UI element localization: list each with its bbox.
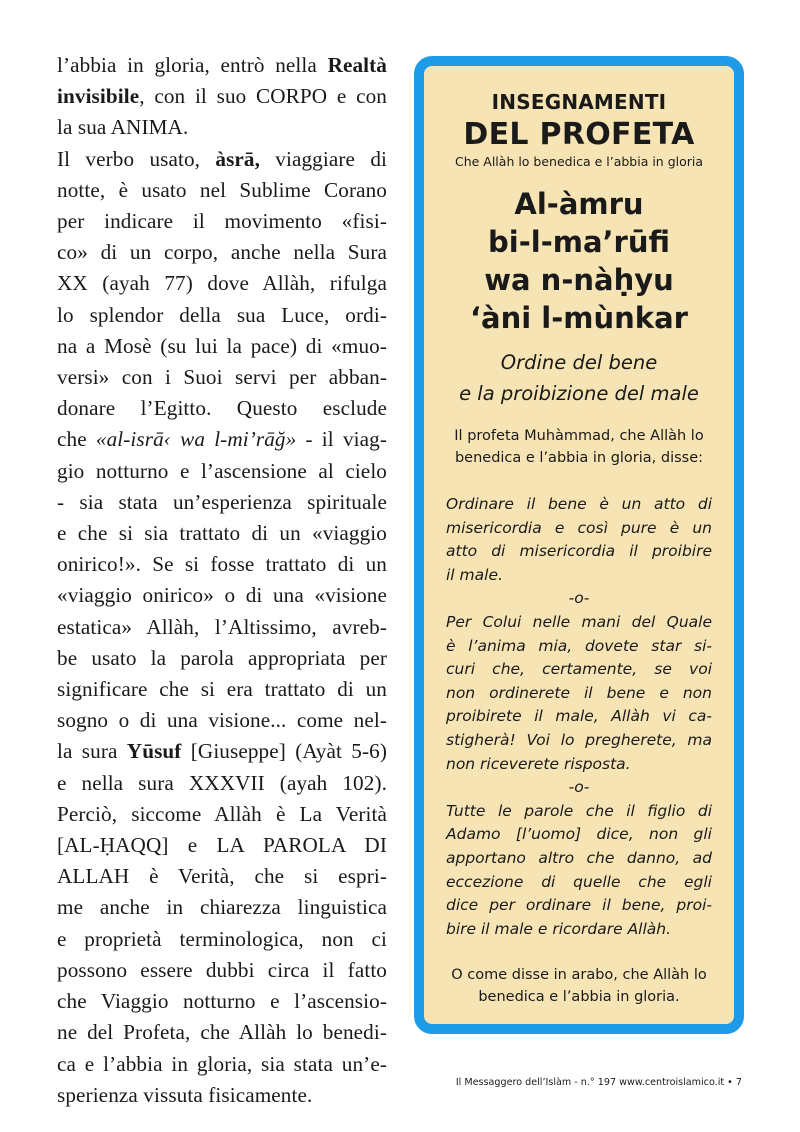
quote-line: Tutte le parole che il figlio di bbox=[446, 801, 712, 820]
outro-line: O come disse in arabo, che Allàh lo bbox=[451, 967, 707, 984]
text-line: significare che si era trattato di un bbox=[57, 677, 387, 702]
hadith-intro bbox=[446, 425, 712, 469]
text-line: donare l’Egitto. Questo esclude bbox=[57, 396, 387, 421]
text-line: versi» con i Suoi servi per abban- bbox=[57, 365, 387, 390]
quote-line: il male. bbox=[446, 565, 503, 584]
arabic-title-line: ‘àni l-mùnkar bbox=[470, 301, 688, 335]
intro-line: benedica e l’abbia in gloria, disse: bbox=[454, 450, 704, 466]
teachings-content bbox=[446, 66, 712, 1008]
text-line: XX (ayah 77) dove Allàh, rifulga bbox=[57, 271, 387, 296]
box-header-line2: DEL PROFETA bbox=[463, 117, 695, 152]
box-header-line1: INSEGNAMENTI bbox=[491, 90, 667, 114]
quote-line: curi che, certamente, se voi bbox=[446, 660, 712, 679]
text-line: e proprietà terminologica, non ci bbox=[57, 926, 387, 951]
quote-line: apportano altro che danno, ad bbox=[446, 848, 712, 867]
text-line: per indicare il movimento «fisi- bbox=[57, 209, 387, 234]
text-line: onirico!». Se si fosse trattato di un bbox=[57, 552, 387, 577]
box-blessing-subtitle: Che Allàh lo benedica e l’abbia in gloria bbox=[454, 154, 704, 169]
title-translation bbox=[446, 347, 712, 409]
quote-line: eccezione di quelle che egli bbox=[446, 872, 712, 891]
arabic-title-line: Al-àmru bbox=[514, 187, 644, 221]
arabic-title bbox=[446, 185, 712, 337]
quote-line: Ordinare il bene è un atto di bbox=[446, 495, 712, 513]
arabic-title-line: bi-l-ma’rūfi bbox=[488, 225, 670, 259]
translation-line: Ordine del bene bbox=[500, 351, 658, 374]
text-line: Perciò, siccome Allàh è La Verità bbox=[57, 801, 387, 826]
page-footer: Il Messaggero dell’Islàm - n.° 197 www.centroislamico.it • 7 bbox=[455, 1077, 742, 1088]
text-line: la sua ANIMA. bbox=[57, 115, 189, 140]
text-line: me anche in chiarezza linguistica bbox=[57, 895, 387, 920]
translation-line: e la proibizione del male bbox=[459, 382, 699, 405]
text-line: na a Mosè (su lui la pace) di «muo- bbox=[57, 333, 387, 358]
text-line: e nella sura XXXVII (ayah 102). bbox=[57, 770, 387, 795]
teachings-sidebar-box bbox=[414, 56, 744, 1034]
text-line: be usato la parola appropriata per bbox=[57, 645, 387, 670]
text-line: co» di un corpo, anche nella Sura bbox=[57, 240, 387, 265]
quote-separator: -o- bbox=[568, 589, 590, 608]
text-line: ALLAH è Verità, che si espri- bbox=[57, 864, 387, 889]
arabic-title-line: wa n-nàḥyu bbox=[484, 263, 674, 297]
text-line: [AL-ḤAQQ] e LA PAROLA DI bbox=[57, 833, 387, 858]
quote-line: non riceverete risposta. bbox=[446, 754, 631, 773]
text-line: e che si sia trattato di un «viaggio bbox=[57, 521, 387, 546]
quote-line: proibirete il male, Allàh vi ca- bbox=[446, 707, 712, 726]
quote-line: è l’anima mia, dovete star si- bbox=[446, 636, 712, 655]
text-line: Il verbo usato, àsrā, viaggiare di bbox=[57, 146, 387, 171]
text-line: la sura Yūsuf [Giuseppe] (Ayàt 5-6) bbox=[57, 739, 387, 764]
quote-line: dice per ordinare il bene, proi- bbox=[446, 896, 712, 915]
outro-line: benedica e l’abbia in gloria. bbox=[478, 989, 680, 1006]
hadith-quotes bbox=[446, 493, 712, 941]
intro-line: Il profeta Muhàmmad, che Allàh lo bbox=[454, 428, 704, 444]
text-line: - sia stata un’esperienza spirituale bbox=[57, 489, 387, 514]
quote-line: Per Colui nelle mani del Quale bbox=[446, 612, 712, 631]
hadith-outro bbox=[446, 964, 712, 1008]
quote-line: stigherà! Voi lo pregherete, ma bbox=[446, 730, 712, 749]
text-line: l’abbia in gloria, entrò nella Realtà bbox=[57, 53, 387, 77]
text-line: ne del Profeta, che Allàh lo benedi- bbox=[57, 1020, 387, 1045]
quote-separator: -o- bbox=[568, 778, 590, 797]
text-line: possono essere dubbi circa il fatto bbox=[57, 957, 387, 982]
text-line: ca e l’abbia in gloria, sia stata un’e- bbox=[57, 1051, 387, 1076]
text-line: invisibile, con il suo CORPO e con bbox=[57, 84, 387, 109]
main-text-column bbox=[57, 50, 387, 1111]
text-line: notte, è usato nel Sublime Corano bbox=[57, 177, 387, 202]
quote-line: bire il male e ricordare Allàh. bbox=[446, 919, 672, 938]
text-line: estatica» Allàh, l’Altissimo, avreb- bbox=[57, 614, 387, 639]
quote-line: non ordinerete il bene e non bbox=[446, 683, 712, 702]
text-line: gio notturno e l’ascensione al cielo bbox=[57, 458, 387, 483]
text-line: lo splendor della sua Luce, ordi- bbox=[57, 302, 387, 327]
text-line: «viaggio onirico» o di una «visione bbox=[57, 583, 387, 608]
text-line: sogno o di una visione... come nel- bbox=[57, 708, 387, 733]
text-line: che «al-isrā‹ wa l-mi’rāğ» - il viag- bbox=[57, 427, 387, 452]
text-line: sperienza vissuta fisicamente. bbox=[57, 1082, 313, 1107]
quote-line: atto di misericordia il proibire bbox=[446, 542, 712, 561]
quote-line: Adamo [l’uomo] dice, non gli bbox=[446, 825, 712, 844]
quote-line: misericordia e così pure è un bbox=[446, 518, 712, 537]
text-line: che Viaggio notturno e l’ascensio- bbox=[57, 989, 387, 1014]
